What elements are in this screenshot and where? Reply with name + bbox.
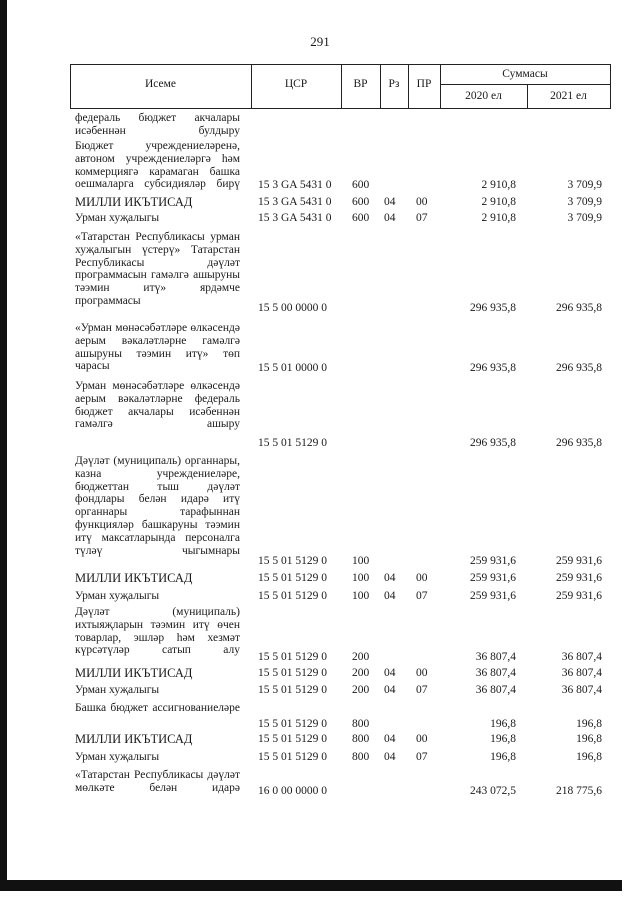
row-name: Бюджет учреждениеләренә, автоном учреждениеләргә һәм коммерциягә карамаган башка оешмаларга субсидияләр бирү <box>75 140 240 191</box>
row-vr: 100 <box>352 572 370 584</box>
row-sum-2020: 2 910,8 <box>481 196 516 208</box>
row-csr: 15 5 00 0000 0 <box>258 302 327 314</box>
row-name: Урман хуҗалыгы <box>75 590 160 602</box>
row-sum-2020: 296 935,8 <box>470 362 516 374</box>
row-sum-2021: 196,8 <box>576 718 602 730</box>
row-csr: 16 0 00 0000 0 <box>258 785 327 797</box>
header-sums: Суммасы <box>502 68 548 80</box>
row-sum-2020: 243 072,5 <box>470 785 516 797</box>
row-rz: 04 <box>384 212 396 224</box>
row-name: федераль бюджет акчалары исәбеннән булдыру <box>75 112 240 137</box>
row-csr: 15 5 01 5129 0 <box>258 572 327 584</box>
row-sum-2020: 196,8 <box>490 751 516 763</box>
row-pr: 00 <box>416 572 428 584</box>
row-vr: 600 <box>352 212 370 224</box>
row-sum-2021: 3 709,9 <box>567 179 602 191</box>
row-vr: 600 <box>352 196 370 208</box>
row-pr: 00 <box>416 196 428 208</box>
row-csr: 15 3 GA 5431 0 <box>258 212 332 224</box>
row-csr: 15 5 01 0000 0 <box>258 362 327 374</box>
row-sum-2021: 36 807,4 <box>561 684 602 696</box>
row-vr: 800 <box>352 718 370 730</box>
header-divider <box>610 64 611 109</box>
row-sum-2020: 259 931,6 <box>470 555 516 567</box>
row-name: Урман хуҗалыгы <box>75 751 160 763</box>
row-csr: 15 5 01 5129 0 <box>258 718 327 730</box>
row-sum-2020: 2 910,8 <box>481 179 516 191</box>
row-vr: 200 <box>352 651 370 663</box>
page-number: 291 <box>310 34 330 49</box>
row-rz: 04 <box>384 684 396 696</box>
row-vr: 600 <box>352 179 370 191</box>
row-sum-2021: 3 709,9 <box>567 212 602 224</box>
row-pr: 07 <box>416 590 428 602</box>
row-sum-2020: 196,8 <box>490 718 516 730</box>
row-sum-2021: 196,8 <box>576 733 602 745</box>
row-name: Башка бюджет ассигнованиеләре <box>75 702 240 714</box>
row-sum-2021: 296 935,8 <box>556 437 602 449</box>
row-rz: 04 <box>384 733 396 745</box>
row-sum-2020: 196,8 <box>490 733 516 745</box>
row-name: Урман хуҗалыгы <box>75 684 160 696</box>
row-vr: 100 <box>352 555 370 567</box>
row-sum-2020: 259 931,6 <box>470 572 516 584</box>
row-name: Дәүләт (муниципаль) ихтыяҗларын тәэмин итү өчен товарлар, эшләр һәм хезмәт күрсәтүләр сатып алу <box>75 606 240 657</box>
row-sum-2021: 36 807,4 <box>561 667 602 679</box>
row-vr: 200 <box>352 667 370 679</box>
row-csr: 15 3 GA 5431 0 <box>258 196 332 208</box>
header-csr: ЦСР <box>284 78 308 90</box>
row-sum-2021: 296 935,8 <box>556 362 602 374</box>
header-name: Исеме <box>144 78 177 90</box>
row-sum-2020: 36 807,4 <box>475 667 516 679</box>
row-name: Урман мөнәсәбәтләре өлкәсендә аерым вәкаләтләрне федераль бюджет акчалары исәбеннән гамәлгә ашыру <box>75 380 240 431</box>
header-2021: 2021 ел <box>550 90 587 102</box>
header-rz: Рз <box>388 78 400 90</box>
row-pr: 07 <box>416 684 428 696</box>
row-rz: 04 <box>384 667 396 679</box>
row-sum-2021: 218 775,6 <box>556 785 602 797</box>
row-name: «Татарстан Республикасы дәүләт мөлкәте белән идарә <box>75 769 240 794</box>
row-name: «Татарстан Республикасы урман хуҗалыгын үстерү» Татарстан Республикасы дәүләт программасын гамәлгә ашыруны тәэмин итү» ярдәмче программасы <box>75 231 240 307</box>
row-name: Дәүләт (муниципаль) органнары, казна учреждениеләре, бюджеттан тыш дәүләт фондлары белән идарә итү органнары тарафыннан функцияләр башкаруны тәэмин итү максатларында персоналга түләү чыгымнары <box>75 455 240 557</box>
row-pr: 07 <box>416 212 428 224</box>
row-name: МИЛЛИ ИКЪТИСАД <box>75 666 193 680</box>
row-sum-2020: 36 807,4 <box>475 684 516 696</box>
row-vr: 800 <box>352 733 370 745</box>
row-sum-2021: 196,8 <box>576 751 602 763</box>
row-csr: 15 5 01 5129 0 <box>258 751 327 763</box>
row-sum-2021: 259 931,6 <box>556 572 602 584</box>
row-pr: 07 <box>416 751 428 763</box>
row-csr: 15 5 01 5129 0 <box>258 437 327 449</box>
header-vr: ВР <box>353 78 368 90</box>
row-pr: 00 <box>416 733 428 745</box>
row-rz: 04 <box>384 751 396 763</box>
header-mid-rule <box>440 84 611 85</box>
header-pr: ПР <box>416 78 432 90</box>
row-csr: 15 5 01 5129 0 <box>258 733 327 745</box>
row-vr: 100 <box>352 590 370 602</box>
row-rz: 04 <box>384 196 396 208</box>
row-name: МИЛЛИ ИКЪТИСАД <box>75 195 193 209</box>
scan-left-edge <box>0 0 7 882</box>
row-sum-2021: 296 935,8 <box>556 302 602 314</box>
row-name: «Урман мөнәсәбәтләре өлкәсендә аерым вәкаләтләрне гамәлгә ашыруны тәэмин итү» төп чарасы <box>75 322 240 373</box>
row-csr: 15 5 01 5129 0 <box>258 684 327 696</box>
row-csr: 15 5 01 5129 0 <box>258 667 327 679</box>
row-vr: 200 <box>352 684 370 696</box>
row-csr: 15 5 01 5129 0 <box>258 590 327 602</box>
row-sum-2020: 296 935,8 <box>470 302 516 314</box>
row-rz: 04 <box>384 590 396 602</box>
row-pr: 00 <box>416 667 428 679</box>
row-name: МИЛЛИ ИКЪТИСАД <box>75 732 193 746</box>
row-sum-2021: 3 709,9 <box>567 196 602 208</box>
row-sum-2021: 36 807,4 <box>561 651 602 663</box>
row-sum-2020: 259 931,6 <box>470 590 516 602</box>
scan-bottom-edge <box>0 880 622 891</box>
row-csr: 15 5 01 5129 0 <box>258 555 327 567</box>
row-rz: 04 <box>384 572 396 584</box>
row-name: МИЛЛИ ИКЪТИСАД <box>75 571 193 585</box>
row-vr: 800 <box>352 751 370 763</box>
row-sum-2021: 259 931,6 <box>556 590 602 602</box>
row-sum-2020: 36 807,4 <box>475 651 516 663</box>
row-csr: 15 5 01 5129 0 <box>258 651 327 663</box>
row-name: Урман хуҗалыгы <box>75 212 160 224</box>
header-2020: 2020 ел <box>465 90 502 102</box>
row-sum-2021: 259 931,6 <box>556 555 602 567</box>
row-sum-2020: 2 910,8 <box>481 212 516 224</box>
row-csr: 15 3 GA 5431 0 <box>258 179 332 191</box>
row-sum-2020: 296 935,8 <box>470 437 516 449</box>
